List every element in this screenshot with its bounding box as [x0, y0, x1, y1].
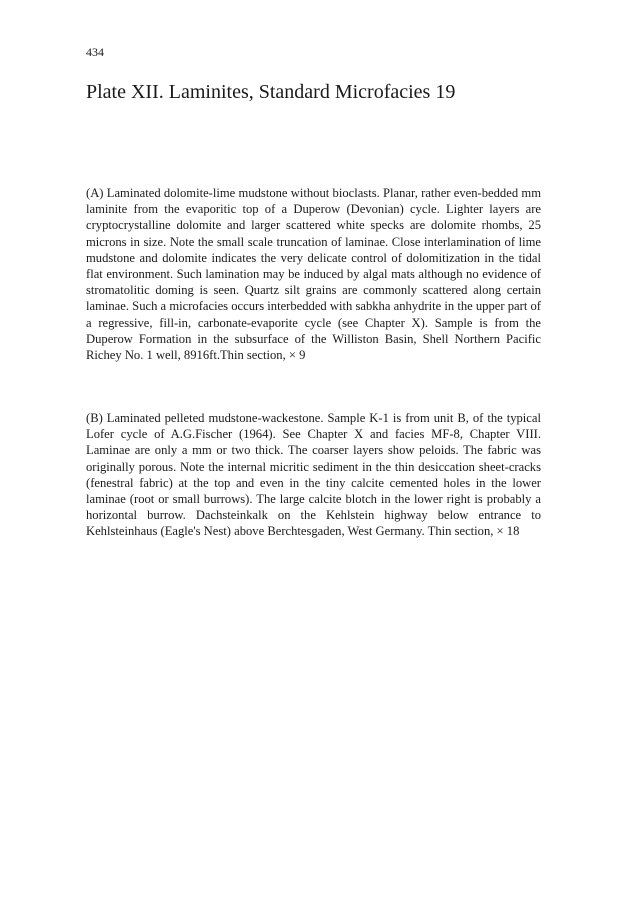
caption-b: (B) Laminated pelleted mudstone-wackestone. Sample K-1 is from unit B, of the typical Lofer cycle of A.G.Fischer (1964). See Chapter X and facies MF-8, Chapter VIII. Laminae are only a mm or two thick. The coarser layers show peloids. The fabric was originally porous. Note the internal micritic sediment in the thin desiccation sheet-cracks (fenestral fabric) at the top and even in the tiny calcite cemented holes in the lower laminae (root or small burrows). The large calcite blotch in the lower right is probably a horizontal burrow. Dachsteinkalk on the Kehlstein highway below entrance to Kehlsteinhaus (Eagle's Nest) above Berchtesgaden, West Germany. Thin section, × 18: [86, 411, 541, 539]
plate-title: Plate XII. Laminites, Standard Microfacies 19: [86, 81, 456, 103]
caption-a: (A) Laminated dolomite-lime mudstone without bioclasts. Planar, rather even-bedded mm laminite from the evaporitic top of a Duperow (Devonian) cycle. Lighter layers are cryptocrystalline dolomite and larger scattered white specks are dolomite rhombs, 25 microns in size. Note the small scale truncation of laminae. Close interlamination of lime mudstone and dolomite indicates the very delicate control of dolomitization in the tidal flat environment. Such lamination may be induced by algal mats although no evidence of stromatolitic doming is seen. Quartz silt grains are commonly scattered along certain laminae. Such a microfacies occurs interbedded with sabkha anhydrite in the upper part of a regressive, fill-in, carbonate-evaporite cycle (see Chapter X). Sample is from the Duperow Formation in the subsurface of the Williston Basin, Shell Northern Pacific Richey No. 1 well, 8916ft.Thin section, × 9: [86, 186, 541, 363]
page-number: 434: [86, 45, 104, 59]
